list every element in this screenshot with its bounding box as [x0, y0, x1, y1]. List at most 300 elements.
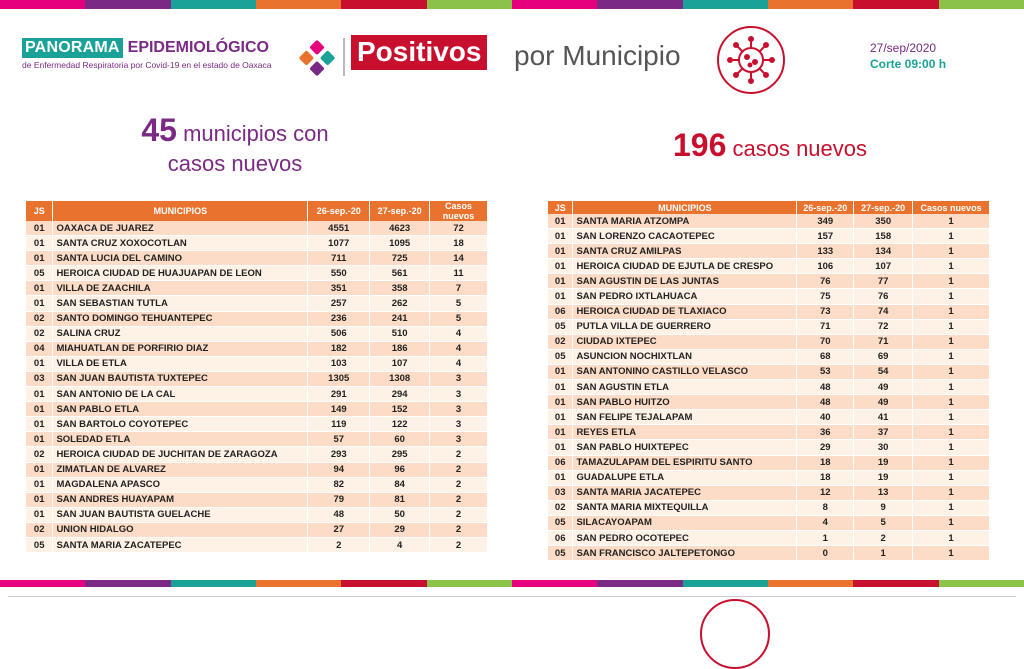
cell-js: 05	[548, 515, 573, 530]
municipios-text1: municipios con	[183, 121, 329, 146]
report-date	[870, 41, 946, 71]
table-row	[26, 266, 488, 281]
cell-js: 01	[26, 417, 53, 432]
table-row	[548, 229, 990, 244]
cell-casos-nuevos: 1	[913, 319, 990, 334]
table-row	[548, 455, 990, 470]
header-divider	[343, 38, 345, 76]
cell-27sep: 122	[370, 417, 430, 432]
cell-27sep: 30	[854, 440, 913, 455]
table-row	[548, 289, 990, 304]
cell-casos-nuevos: 2	[430, 447, 488, 462]
table-row	[548, 485, 990, 500]
bar-segment	[256, 0, 341, 9]
cases-count: 196	[672, 127, 727, 163]
cell-casos-nuevos: 1	[913, 229, 990, 244]
cell-js: 01	[26, 221, 53, 236]
cell-js: 05	[26, 537, 53, 552]
cell-26sep: 1	[797, 530, 854, 545]
cell-js: 01	[548, 244, 573, 259]
cell-26sep: 349	[797, 214, 854, 229]
cell-26sep: 550	[308, 266, 370, 281]
cell-js: 02	[26, 311, 53, 326]
cell-casos-nuevos: 1	[913, 214, 990, 229]
header-municipios: MUNICIPIOS	[53, 201, 308, 221]
cell-municipio: SAN PEDRO IXTLAHUACA	[573, 289, 797, 304]
table-row	[548, 364, 990, 379]
cell-27sep: 77	[854, 274, 913, 289]
brand-epidemiologico: EPIDEMIOLÓGICO	[127, 39, 269, 56]
municipios-count: 45	[141, 112, 177, 148]
cell-municipio: REYES ETLA	[573, 425, 797, 440]
table-row	[26, 221, 488, 236]
cell-municipio: UNION HIDALGO	[53, 522, 308, 537]
cases-summary	[620, 127, 920, 164]
cell-casos-nuevos: 1	[913, 546, 990, 561]
bar-segment	[597, 580, 682, 587]
cell-js: 01	[548, 274, 573, 289]
cell-26sep: 257	[308, 296, 370, 311]
top-color-bar	[0, 0, 1024, 9]
header	[0, 24, 1024, 114]
cell-27sep: 5	[854, 515, 913, 530]
cell-27sep: 4	[370, 537, 430, 552]
cell-js: 01	[548, 214, 573, 229]
cell-casos-nuevos: 14	[430, 251, 488, 266]
table-row	[548, 274, 990, 289]
cell-27sep: 74	[854, 304, 913, 319]
cell-26sep: 73	[797, 304, 854, 319]
table-row	[548, 349, 990, 364]
bar-segment	[171, 0, 256, 9]
table-row	[26, 477, 488, 492]
table-row	[26, 447, 488, 462]
cell-casos-nuevos: 1	[913, 515, 990, 530]
cell-casos-nuevos: 2	[430, 522, 488, 537]
cell-js: 02	[26, 447, 53, 462]
cell-municipio: SOLEDAD ETLA	[53, 432, 308, 447]
cell-casos-nuevos: 1	[913, 470, 990, 485]
cell-27sep: 9	[854, 500, 913, 515]
right-municipios-table	[548, 201, 990, 561]
next-page-virus-icon	[700, 599, 770, 669]
table-row	[26, 356, 488, 371]
cell-municipio: SANTA LUCIA DEL CAMINO	[53, 251, 308, 266]
bar-segment	[939, 580, 1024, 587]
cell-27sep: 107	[370, 356, 430, 371]
cell-27sep: 1095	[370, 236, 430, 251]
cell-casos-nuevos: 18	[430, 236, 488, 251]
cell-26sep: 182	[308, 341, 370, 356]
cell-js: 01	[26, 356, 53, 371]
cell-municipio: HEROICA CIUDAD DE HUAJUAPAN DE LEON	[53, 266, 308, 281]
cell-js: 01	[548, 410, 573, 425]
oaxaca-logo-icon	[296, 37, 338, 79]
table-row	[26, 537, 488, 552]
table-row	[26, 371, 488, 386]
bar-segment	[768, 0, 853, 9]
cell-27sep: 1	[854, 546, 913, 561]
cell-26sep: 4	[797, 515, 854, 530]
cell-municipio: SAN FELIPE TEJALAPAM	[573, 410, 797, 425]
table-row	[548, 244, 990, 259]
cell-municipio: SAN PEDRO OCOTEPEC	[573, 530, 797, 545]
cell-27sep: 72	[854, 319, 913, 334]
cell-26sep: 157	[797, 229, 854, 244]
cell-js: 01	[26, 236, 53, 251]
bar-segment	[85, 0, 170, 9]
cell-js: 01	[26, 507, 53, 522]
cell-js: 01	[26, 432, 53, 447]
cell-js: 01	[26, 492, 53, 507]
header-js: JS	[26, 201, 53, 221]
cell-municipio: CIUDAD IXTEPEC	[573, 334, 797, 349]
cell-26sep: 82	[308, 477, 370, 492]
cell-municipio: SAN PABLO HUITZO	[573, 395, 797, 410]
table-row	[548, 515, 990, 530]
cell-26sep: 351	[308, 281, 370, 296]
cell-casos-nuevos: 1	[913, 289, 990, 304]
cell-26sep: 27	[308, 522, 370, 537]
cell-26sep: 506	[308, 326, 370, 341]
cell-js: 01	[26, 281, 53, 296]
table-row	[548, 334, 990, 349]
cell-casos-nuevos: 4	[430, 326, 488, 341]
cell-municipio: SAN ANDRES HUAYAPAM	[53, 492, 308, 507]
brand	[22, 38, 272, 70]
cell-27sep: 358	[370, 281, 430, 296]
cell-27sep: 49	[854, 380, 913, 395]
cell-26sep: 103	[308, 356, 370, 371]
cell-26sep: 71	[797, 319, 854, 334]
cell-26sep: 1077	[308, 236, 370, 251]
cell-27sep: 49	[854, 395, 913, 410]
cell-26sep: 94	[308, 462, 370, 477]
next-page-divider	[8, 596, 1016, 597]
cell-casos-nuevos: 1	[913, 440, 990, 455]
table-header-row	[548, 201, 990, 214]
date-text: 27/sep/2020	[870, 41, 937, 55]
cell-26sep: 236	[308, 311, 370, 326]
cell-casos-nuevos: 1	[913, 380, 990, 395]
cell-municipio: TAMAZULAPAM DEL ESPIRITU SANTO	[573, 455, 797, 470]
cell-js: 02	[26, 522, 53, 537]
cell-municipio: ZIMATLAN DE ALVAREZ	[53, 462, 308, 477]
cell-27sep: 19	[854, 470, 913, 485]
cell-26sep: 293	[308, 447, 370, 462]
cell-municipio: SAN JUAN BAUTISTA TUXTEPEC	[53, 371, 308, 386]
table-row	[26, 462, 488, 477]
cell-municipio: GUADALUPE ETLA	[573, 470, 797, 485]
cell-js: 01	[548, 289, 573, 304]
cell-26sep: 1305	[308, 371, 370, 386]
cell-casos-nuevos: 2	[430, 492, 488, 507]
cell-municipio: SAN JUAN BAUTISTA GUELACHE	[53, 507, 308, 522]
bar-segment	[0, 580, 85, 587]
cell-26sep: 48	[797, 380, 854, 395]
cell-27sep: 725	[370, 251, 430, 266]
cell-js: 03	[548, 485, 573, 500]
cell-casos-nuevos: 1	[913, 425, 990, 440]
cell-municipio: VILLA DE ZAACHILA	[53, 281, 308, 296]
bar-segment	[683, 0, 768, 9]
cell-27sep: 29	[370, 522, 430, 537]
table-row	[26, 417, 488, 432]
table-row	[548, 425, 990, 440]
cell-26sep: 0	[797, 546, 854, 561]
title-positivos: Positivos	[351, 35, 487, 70]
table-row	[26, 251, 488, 266]
table-row	[26, 296, 488, 311]
title-por-municipio: por Municipio	[514, 40, 681, 71]
cell-casos-nuevos: 72	[430, 221, 488, 236]
cell-casos-nuevos: 2	[430, 537, 488, 552]
table-row	[548, 395, 990, 410]
cell-js: 05	[548, 546, 573, 561]
municipios-summary	[110, 112, 360, 179]
cell-27sep: 294	[370, 387, 430, 402]
table-row	[548, 214, 990, 229]
cell-casos-nuevos: 1	[913, 244, 990, 259]
cell-casos-nuevos: 1	[913, 410, 990, 425]
cell-26sep: 4551	[308, 221, 370, 236]
cell-js: 06	[548, 455, 573, 470]
cell-js: 01	[548, 440, 573, 455]
cell-26sep: 2	[308, 537, 370, 552]
bar-segment	[768, 580, 853, 587]
cell-casos-nuevos: 2	[430, 462, 488, 477]
cell-casos-nuevos: 1	[913, 304, 990, 319]
cell-municipio: SILACAYOAPAM	[573, 515, 797, 530]
cell-26sep: 53	[797, 364, 854, 379]
cell-27sep: 19	[854, 455, 913, 470]
cell-municipio: MIAHUATLAN DE PORFIRIO DIAZ	[53, 341, 308, 356]
table-row	[548, 470, 990, 485]
table-row	[548, 380, 990, 395]
cell-casos-nuevos: 1	[913, 334, 990, 349]
cell-27sep: 4623	[370, 221, 430, 236]
cell-municipio: SALINA CRUZ	[53, 326, 308, 341]
cell-casos-nuevos: 3	[430, 371, 488, 386]
header-26sep: 26-sep.-20	[308, 201, 370, 221]
header-municipios: MUNICIPIOS	[573, 201, 797, 214]
cell-municipio: VILLA DE ETLA	[53, 356, 308, 371]
bar-segment	[427, 0, 512, 9]
header-27sep: 27-sep.-20	[854, 201, 913, 214]
cell-26sep: 106	[797, 259, 854, 274]
cell-26sep: 18	[797, 455, 854, 470]
cell-js: 01	[548, 364, 573, 379]
cell-27sep: 37	[854, 425, 913, 440]
cell-municipio: SAN AGUSTIN ETLA	[573, 380, 797, 395]
cell-27sep: 241	[370, 311, 430, 326]
cell-27sep: 96	[370, 462, 430, 477]
cell-casos-nuevos: 1	[913, 349, 990, 364]
cell-js: 02	[26, 326, 53, 341]
header-casos-nuevos: Casos nuevos	[913, 201, 990, 214]
cell-casos-nuevos: 1	[913, 274, 990, 289]
cases-text: casos nuevos	[732, 136, 868, 161]
cell-municipio: SAN PABLO ETLA	[53, 402, 308, 417]
cell-26sep: 133	[797, 244, 854, 259]
cell-municipio: SANTA MARIA JACATEPEC	[573, 485, 797, 500]
table-row	[26, 341, 488, 356]
bar-segment	[597, 0, 682, 9]
cell-casos-nuevos: 1	[913, 455, 990, 470]
cell-municipio: SANTO DOMINGO TEHUANTEPEC	[53, 311, 308, 326]
cell-26sep: 40	[797, 410, 854, 425]
table-row	[26, 492, 488, 507]
cell-26sep: 76	[797, 274, 854, 289]
cell-municipio: SAN ANTONIO DE LA CAL	[53, 387, 308, 402]
cell-27sep: 1308	[370, 371, 430, 386]
cell-casos-nuevos: 5	[430, 296, 488, 311]
bar-segment	[256, 580, 341, 587]
cell-js: 02	[548, 500, 573, 515]
cell-27sep: 41	[854, 410, 913, 425]
cell-27sep: 76	[854, 289, 913, 304]
cell-27sep: 350	[854, 214, 913, 229]
cell-26sep: 70	[797, 334, 854, 349]
cell-js: 01	[548, 259, 573, 274]
bar-segment	[85, 580, 170, 587]
cell-27sep: 2	[854, 530, 913, 545]
cell-js: 01	[26, 402, 53, 417]
table-row	[26, 326, 488, 341]
table-row	[26, 236, 488, 251]
cell-27sep: 50	[370, 507, 430, 522]
cell-municipio: SAN FRANCISCO JALTEPETONGO	[573, 546, 797, 561]
cell-js: 01	[26, 477, 53, 492]
cell-26sep: 75	[797, 289, 854, 304]
cell-js: 06	[548, 530, 573, 545]
cell-26sep: 149	[308, 402, 370, 417]
cell-casos-nuevos: 2	[430, 477, 488, 492]
cell-26sep: 48	[797, 395, 854, 410]
cell-municipio: SAN AGUSTIN DE LAS JUNTAS	[573, 274, 797, 289]
table-row	[26, 387, 488, 402]
cell-27sep: 60	[370, 432, 430, 447]
cell-municipio: PUTLA VILLA DE GUERRERO	[573, 319, 797, 334]
cell-municipio: SANTA CRUZ AMILPAS	[573, 244, 797, 259]
cell-js: 01	[26, 462, 53, 477]
cell-casos-nuevos: 2	[430, 507, 488, 522]
table-row	[548, 259, 990, 274]
table-row	[548, 410, 990, 425]
table-header-row	[26, 201, 488, 221]
cutoff-text: Corte 09:00 h	[870, 57, 947, 71]
table-row	[26, 311, 488, 326]
cell-municipio: SAN PABLO HUIXTEPEC	[573, 440, 797, 455]
table-row	[26, 507, 488, 522]
cell-js: 04	[26, 341, 53, 356]
table-row	[26, 432, 488, 447]
cell-27sep: 561	[370, 266, 430, 281]
cell-municipio: HEROICA CIUDAD DE TLAXIACO	[573, 304, 797, 319]
header-js: JS	[548, 201, 573, 214]
cell-26sep: 57	[308, 432, 370, 447]
cell-js: 01	[26, 251, 53, 266]
bar-segment	[427, 580, 512, 587]
cell-js: 03	[26, 371, 53, 386]
cell-casos-nuevos: 1	[913, 500, 990, 515]
cell-casos-nuevos: 3	[430, 387, 488, 402]
cell-27sep: 134	[854, 244, 913, 259]
cell-municipio: SANTA MARIA ZACATEPEC	[53, 537, 308, 552]
cell-js: 01	[548, 380, 573, 395]
cell-26sep: 79	[308, 492, 370, 507]
cell-27sep: 71	[854, 334, 913, 349]
cell-js: 05	[548, 319, 573, 334]
cell-municipio: HEROICA CIUDAD DE EJUTLA DE CRESPO	[573, 259, 797, 274]
header-26sep: 26-sep.-20	[797, 201, 854, 214]
header-27sep: 27-sep.-20	[370, 201, 430, 221]
cell-27sep: 107	[854, 259, 913, 274]
cell-municipio: SANTA CRUZ XOXOCOTLAN	[53, 236, 308, 251]
table-row	[548, 440, 990, 455]
cell-27sep: 262	[370, 296, 430, 311]
bar-segment	[853, 580, 938, 587]
cell-26sep: 119	[308, 417, 370, 432]
bar-segment	[341, 0, 426, 9]
cell-js: 05	[548, 349, 573, 364]
cell-casos-nuevos: 1	[913, 259, 990, 274]
cell-js: 06	[548, 304, 573, 319]
cell-27sep: 54	[854, 364, 913, 379]
cell-casos-nuevos: 5	[430, 311, 488, 326]
bar-segment	[939, 0, 1024, 9]
cell-26sep: 29	[797, 440, 854, 455]
cell-27sep: 13	[854, 485, 913, 500]
table-row	[548, 304, 990, 319]
header-casos-nuevos: Casos nuevos	[430, 201, 488, 221]
left-municipios-table	[26, 201, 488, 553]
bar-segment	[512, 580, 597, 587]
cell-casos-nuevos: 3	[430, 432, 488, 447]
cell-municipio: HEROICA CIUDAD DE JUCHITAN DE ZARAGOZA	[53, 447, 308, 462]
cell-27sep: 186	[370, 341, 430, 356]
cell-27sep: 69	[854, 349, 913, 364]
cell-27sep: 510	[370, 326, 430, 341]
cell-casos-nuevos: 11	[430, 266, 488, 281]
cell-municipio: ASUNCION NOCHIXTLAN	[573, 349, 797, 364]
cell-26sep: 36	[797, 425, 854, 440]
cell-casos-nuevos: 1	[913, 530, 990, 545]
bar-segment	[171, 580, 256, 587]
cell-27sep: 158	[854, 229, 913, 244]
brand-subtitle: de Enfermedad Respiratoria por Covid-19 en el estado de Oaxaca	[22, 60, 272, 70]
table-row	[548, 546, 990, 561]
cell-js: 01	[548, 229, 573, 244]
cell-casos-nuevos: 1	[913, 395, 990, 410]
cell-municipio: SAN SEBASTIAN TUTLA	[53, 296, 308, 311]
cell-27sep: 84	[370, 477, 430, 492]
cell-js: 01	[26, 387, 53, 402]
table-row	[548, 530, 990, 545]
cell-js: 01	[548, 395, 573, 410]
cell-js: 01	[26, 296, 53, 311]
bar-segment	[683, 580, 768, 587]
cell-js: 02	[548, 334, 573, 349]
cell-26sep: 68	[797, 349, 854, 364]
cell-casos-nuevos: 1	[913, 364, 990, 379]
cell-municipio: SANTA MARIA ATZOMPA	[573, 214, 797, 229]
table-row	[548, 500, 990, 515]
cell-26sep: 48	[308, 507, 370, 522]
cell-27sep: 152	[370, 402, 430, 417]
cell-js: 05	[26, 266, 53, 281]
cell-js: 01	[548, 470, 573, 485]
